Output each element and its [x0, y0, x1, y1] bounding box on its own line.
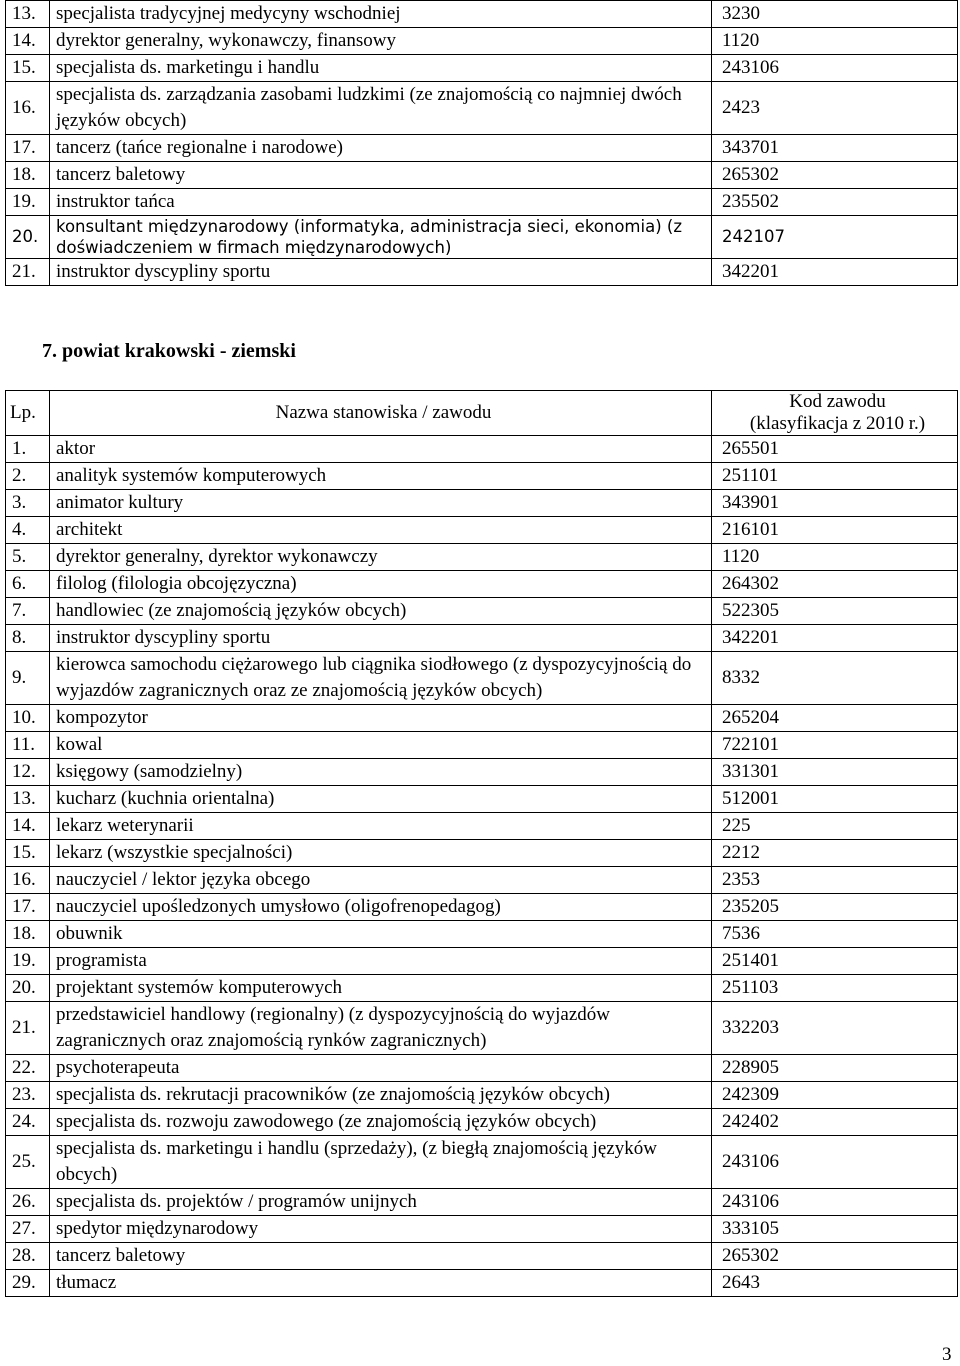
- column-header-lp: Lp.: [6, 391, 50, 436]
- occupation-code: 243106: [712, 1136, 958, 1189]
- occupation-code: 235205: [712, 894, 958, 921]
- occupation-name: tłumacz: [50, 1270, 712, 1297]
- row-number: 25.: [6, 1136, 50, 1189]
- occupation-code: 265302: [712, 1243, 958, 1270]
- occupation-name: [50, 216, 712, 259]
- occupation-name: instruktor tańca: [50, 189, 712, 216]
- row-number: 18.: [6, 162, 50, 189]
- occupation-name: projektant systemów komputerowych: [50, 975, 712, 1002]
- occupation-code: 216101: [712, 517, 958, 544]
- row-number: 17.: [6, 894, 50, 921]
- occupation-name: kompozytor: [50, 705, 712, 732]
- row-number: 12.: [6, 759, 50, 786]
- table-row: [6, 948, 958, 975]
- occupation-code: 242402: [712, 1109, 958, 1136]
- occupation-name-text: konsultant międzynarodowy (informatyka, administracja sieci, ekonomia) (z doświadczeniem w firmach międzynarodowych): [56, 217, 682, 257]
- table-row: [6, 625, 958, 652]
- occupation-name: architekt: [50, 517, 712, 544]
- occupation-name: specjalista ds. projektów / programów unijnych: [50, 1189, 712, 1216]
- occupation-code: 265302: [712, 162, 958, 189]
- occupation-code: 332203: [712, 1002, 958, 1055]
- occupations-table: [5, 390, 958, 1297]
- table-row: [6, 1189, 958, 1216]
- occupations-table-continued: [5, 0, 958, 286]
- table-row: [6, 652, 958, 705]
- row-number: 15.: [6, 840, 50, 867]
- occupation-code: 265501: [712, 436, 958, 463]
- occupation-name: tancerz (tańce regionalne i narodowe): [50, 135, 712, 162]
- occupation-name: instruktor dyscypliny sportu: [50, 625, 712, 652]
- occupation-name: handlowiec (ze znajomością języków obcych): [50, 598, 712, 625]
- table-row: [6, 1243, 958, 1270]
- row-number: 21.: [6, 1002, 50, 1055]
- occupation-name: specjalista ds. marketingu i handlu: [50, 55, 712, 82]
- row-number: 6.: [6, 571, 50, 598]
- occupation-code: 512001: [712, 786, 958, 813]
- occupation-name: dyrektor generalny, wykonawczy, finansowy: [50, 28, 712, 55]
- row-number: 17.: [6, 135, 50, 162]
- row-number: 3.: [6, 490, 50, 517]
- table-row: [6, 135, 958, 162]
- row-number: 28.: [6, 1243, 50, 1270]
- page-number: 3: [942, 1344, 952, 1365]
- row-number: 1.: [6, 436, 50, 463]
- occupation-name: specjalista ds. rozwoju zawodowego (ze znajomością języków obcych): [50, 1109, 712, 1136]
- row-number: 15.: [6, 55, 50, 82]
- occupation-name: nauczyciel / lektor języka obcego: [50, 867, 712, 894]
- row-number: 11.: [6, 732, 50, 759]
- occupation-code: 331301: [712, 759, 958, 786]
- occupation-name: lekarz (wszystkie specjalności): [50, 840, 712, 867]
- row-number: 4.: [6, 517, 50, 544]
- table-row: [6, 189, 958, 216]
- row-number: 13.: [6, 786, 50, 813]
- occupation-code: 343701: [712, 135, 958, 162]
- table-row: [6, 1055, 958, 1082]
- row-number: 14.: [6, 28, 50, 55]
- table-row: [6, 162, 958, 189]
- table-row: [6, 1216, 958, 1243]
- row-number: 20.: [6, 216, 50, 259]
- occupation-name: przedstawiciel handlowy (regionalny) (z dyspozycyjnością do wyjazdów zagranicznych oraz znajomością rynków zagranicznych): [50, 1002, 712, 1055]
- row-number: 24.: [6, 1109, 50, 1136]
- occupation-name: aktor: [50, 436, 712, 463]
- occupation-code: 242309: [712, 1082, 958, 1109]
- occupation-code: 235502: [712, 189, 958, 216]
- table-row: [6, 259, 958, 286]
- table-row: [6, 1270, 958, 1297]
- table-row: [6, 1109, 958, 1136]
- table-row: [6, 436, 958, 463]
- table-row: [6, 82, 958, 135]
- row-number: 16.: [6, 82, 50, 135]
- table-row: [6, 975, 958, 1002]
- row-number: 20.: [6, 975, 50, 1002]
- table-row: [6, 921, 958, 948]
- occupation-name: kierowca samochodu ciężarowego lub ciągnika siodłowego (z dyspozycyjnością do wyjazdów zagranicznych oraz ze znajomością języków obcych): [50, 652, 712, 705]
- table-row: [6, 840, 958, 867]
- row-number: 7.: [6, 598, 50, 625]
- row-number: 19.: [6, 189, 50, 216]
- occupation-code: 264302: [712, 571, 958, 598]
- column-header-code-line1: Kod zawodu: [789, 391, 886, 412]
- table-row: [6, 28, 958, 55]
- occupation-name: kucharz (kuchnia orientalna): [50, 786, 712, 813]
- row-number: 18.: [6, 921, 50, 948]
- table-row: [6, 867, 958, 894]
- occupation-name: filolog (filologia obcojęzyczna): [50, 571, 712, 598]
- occupation-name: specjalista tradycyjnej medycyny wschodniej: [50, 1, 712, 28]
- row-number: 14.: [6, 813, 50, 840]
- column-header-name: Nazwa stanowiska / zawodu: [50, 391, 712, 436]
- table-row: [6, 1136, 958, 1189]
- occupation-name: kowal: [50, 732, 712, 759]
- occupation-name: specjalista ds. marketingu i handlu (sprzedaży), (z biegłą znajomością języków obcych): [50, 1136, 712, 1189]
- table-row: [6, 705, 958, 732]
- row-number: 26.: [6, 1189, 50, 1216]
- table-row: [6, 1082, 958, 1109]
- occupation-name: specjalista ds. zarządzania zasobami ludzkimi (ze znajomością co najmniej dwóch języków obcych): [50, 82, 712, 135]
- occupation-code: 225: [712, 813, 958, 840]
- table-row: [6, 1002, 958, 1055]
- table-row: [6, 517, 958, 544]
- occupation-code: 251401: [712, 948, 958, 975]
- occupation-code: 342201: [712, 625, 958, 652]
- row-number: 5.: [6, 544, 50, 571]
- occupation-name: tancerz baletowy: [50, 162, 712, 189]
- row-number: 21.: [6, 259, 50, 286]
- occupation-code: 522305: [712, 598, 958, 625]
- row-number: 22.: [6, 1055, 50, 1082]
- occupations-table-body: [6, 436, 958, 1297]
- table-row: [6, 894, 958, 921]
- occupation-name: specjalista ds. rekrutacji pracowników (ze znajomością języków obcych): [50, 1082, 712, 1109]
- occupation-code: 8332: [712, 652, 958, 705]
- occupation-code: 343901: [712, 490, 958, 517]
- column-header-code-line2: (klasyfikacja z 2010 r.): [749, 413, 926, 434]
- occupation-code: 251103: [712, 975, 958, 1002]
- row-number: 8.: [6, 625, 50, 652]
- occupation-name: programista: [50, 948, 712, 975]
- row-number: 19.: [6, 948, 50, 975]
- occupation-code: 7536: [712, 921, 958, 948]
- table-row: [6, 813, 958, 840]
- row-number: 16.: [6, 867, 50, 894]
- row-number: 10.: [6, 705, 50, 732]
- table-row: [6, 216, 958, 259]
- table-row: [6, 598, 958, 625]
- row-number: 27.: [6, 1216, 50, 1243]
- table-row: [6, 571, 958, 598]
- occupation-name: nauczyciel upośledzonych umysłowo (oligofrenopedagog): [50, 894, 712, 921]
- occupation-code: 1120: [712, 28, 958, 55]
- occupation-name: obuwnik: [50, 921, 712, 948]
- occupation-name: dyrektor generalny, dyrektor wykonawczy: [50, 544, 712, 571]
- table-row: [6, 786, 958, 813]
- occupation-name: analityk systemów komputerowych: [50, 463, 712, 490]
- occupation-code: 2212: [712, 840, 958, 867]
- occupation-code: 2353: [712, 867, 958, 894]
- occupation-name: lekarz weterynarii: [50, 813, 712, 840]
- occupation-code: 251101: [712, 463, 958, 490]
- table-row: [6, 544, 958, 571]
- row-number: 23.: [6, 1082, 50, 1109]
- section-title: 7. powiat krakowski - ziemski: [42, 340, 296, 362]
- occupation-code: 228905: [712, 1055, 958, 1082]
- table-row: [6, 463, 958, 490]
- table-row: [6, 759, 958, 786]
- occupation-name: animator kultury: [50, 490, 712, 517]
- occupation-name: spedytor międzynarodowy: [50, 1216, 712, 1243]
- occupation-code: 242107: [712, 216, 958, 259]
- column-header-code: [712, 391, 958, 436]
- occupation-code: 2643: [712, 1270, 958, 1297]
- occupation-code: 265204: [712, 705, 958, 732]
- row-number: 13.: [6, 1, 50, 28]
- occupation-code: 243106: [712, 55, 958, 82]
- row-number: 29.: [6, 1270, 50, 1297]
- occupation-name: psychoterapeuta: [50, 1055, 712, 1082]
- row-number: 2.: [6, 463, 50, 490]
- occupation-name: tancerz baletowy: [50, 1243, 712, 1270]
- occupation-code: 2423: [712, 82, 958, 135]
- table-row: [6, 1, 958, 28]
- table-row: [6, 55, 958, 82]
- row-number: 9.: [6, 652, 50, 705]
- occupation-code: 333105: [712, 1216, 958, 1243]
- occupation-code: 3230: [712, 1, 958, 28]
- table-header-row: [6, 391, 958, 436]
- occupation-name: instruktor dyscypliny sportu: [50, 259, 712, 286]
- occupation-code: 342201: [712, 259, 958, 286]
- occupation-code: 243106: [712, 1189, 958, 1216]
- occupation-name: księgowy (samodzielny): [50, 759, 712, 786]
- occupation-code: 1120: [712, 544, 958, 571]
- table-row: [6, 490, 958, 517]
- occupation-code: 722101: [712, 732, 958, 759]
- table-row: [6, 732, 958, 759]
